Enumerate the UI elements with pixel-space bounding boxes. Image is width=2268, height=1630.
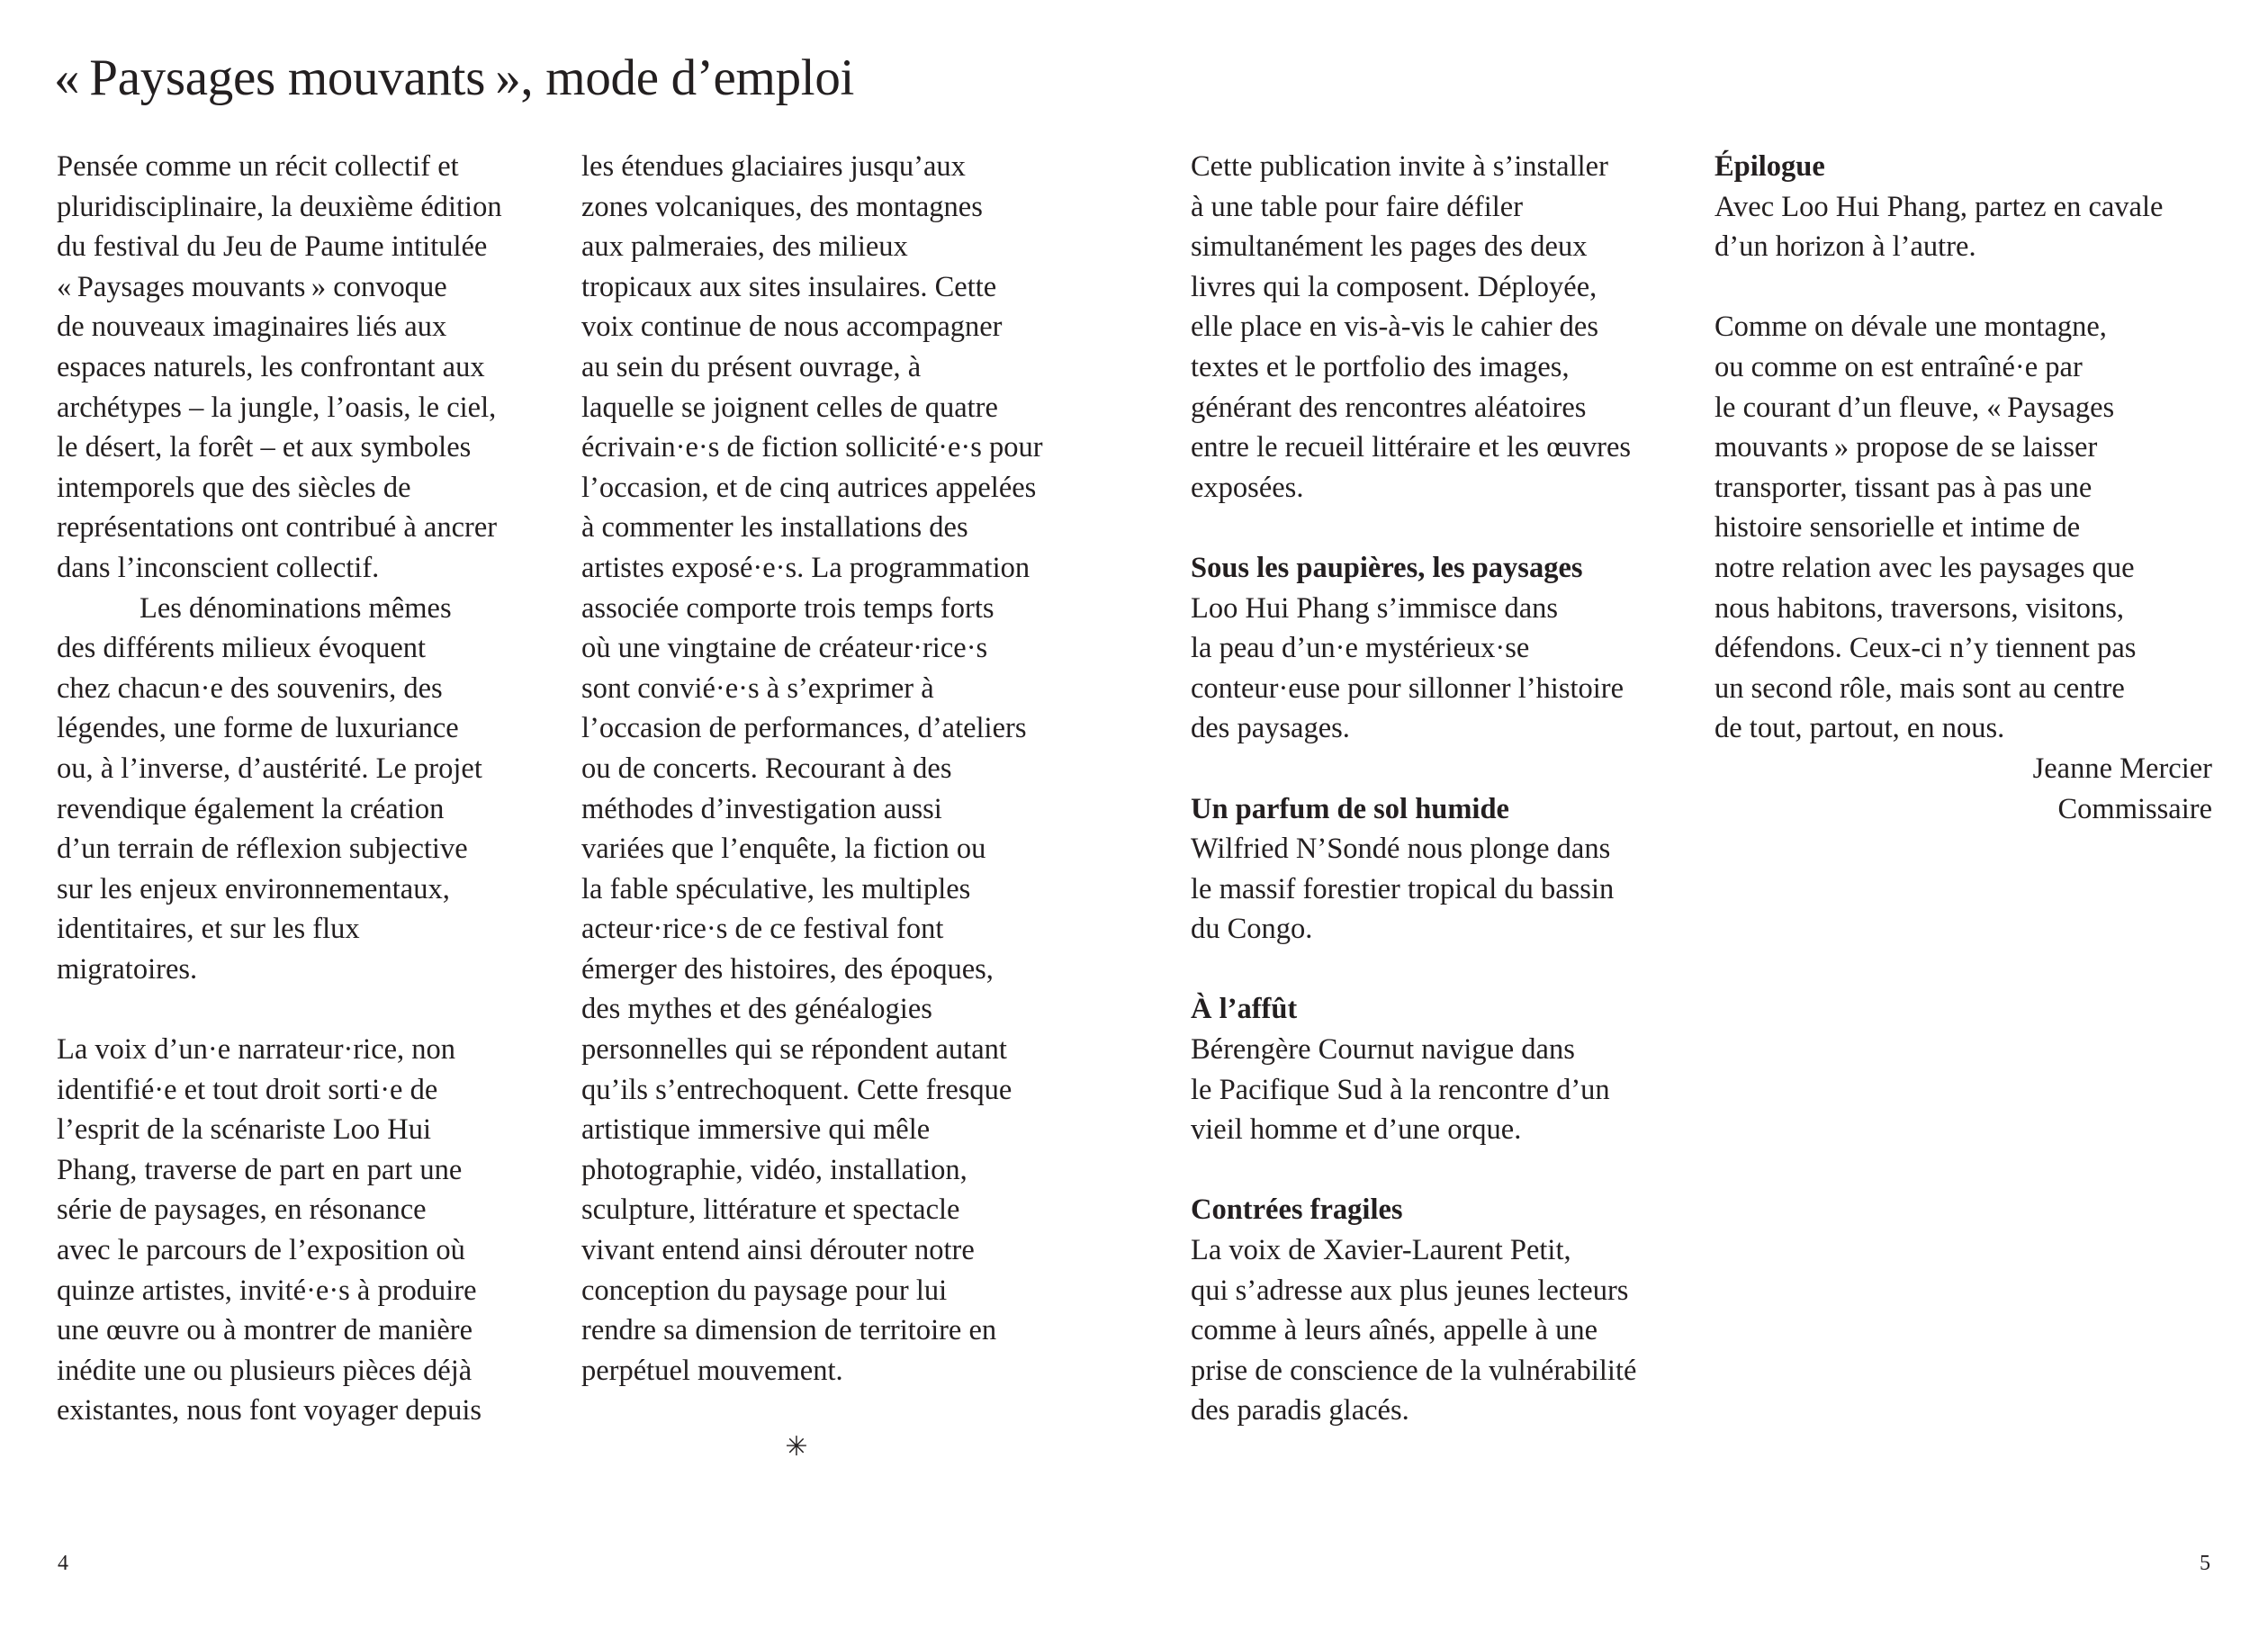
text-line: aux palmeraies, des milieux [581,230,908,264]
text-line: des différents milieux évoquent [57,632,427,665]
text-line: « Paysages mouvants » convoque [57,270,447,303]
text-line: l’esprit de la scénariste Loo Hui [57,1113,432,1147]
text-line: au sein du présent ouvrage, à [581,350,922,383]
text-line: du festival du Jeu de Paume intitulée [57,230,488,264]
text-line: des paradis glacés. [1191,1394,1409,1427]
text-line: vieil homme et d’une orque. [1191,1113,1522,1147]
text-line: nous habitons, traversons, visitons, [1714,591,2124,625]
text-line: d’un horizon à l’autre. [1714,230,1976,264]
text-column-3 [1191,147,1731,1431]
text-line: Bérengère Cournut navigue dans [1191,1033,1575,1067]
text-line: représentations ont contribué à ancrer [57,511,498,545]
text-line: intemporels que des siècles de [57,471,411,504]
asterisk-ornament-icon: ✳ [785,1432,808,1462]
text-line: exposées. [1191,471,1304,504]
text-line: existantes, nous font voyager depuis [57,1394,482,1427]
text-line: de nouveaux imaginaires liés aux [57,311,447,344]
text-line: textes et le portfolio des images, [1191,350,1570,383]
text-line: à commenter les installations des [581,511,968,545]
page-title: « Paysages mouvants », mode d’emploi [54,50,855,106]
text-line: mouvants » propose de se laisser [1714,431,2098,464]
text-line: elle place en vis-à-vis le cahier des [1191,311,1598,344]
text-line: zones volcaniques, des montagnes [581,190,983,223]
text-line: identitaires, et sur les flux [57,913,360,946]
text-line: rendre sa dimension de territoire en [581,1314,997,1347]
text-line: ou de concerts. Recourant à des [581,752,952,785]
text-line: à une table pour faire défiler [1191,190,1524,223]
text-line: tropicaux aux sites insulaires. Cette [581,270,997,303]
text-line: voix continue de nous accompagner [581,311,1003,344]
text-line: la fable spéculative, les multiples [581,872,971,905]
text-line: variées que l’enquête, la fiction ou [581,833,986,866]
text-line: acteur·rice·s de ce festival font [581,913,944,946]
paragraph-spacer [57,989,597,1030]
text-line: des mythes et des généalogies [581,993,932,1026]
text-line: méthodes d’investigation aussi [581,792,942,825]
text-line: laquelle se joignent celles de quatre [581,391,998,424]
text-line: de tout, partout, en nous. [1714,712,2005,745]
text-line: avec le parcours de l’exposition où [57,1234,465,1267]
text-line: Pensée comme un récit collectif et [57,150,459,183]
text-line: La voix d’un·e narrateur·rice, non [57,1033,456,1067]
signature-name: Jeanne Mercier [2032,752,2212,785]
text-line: le désert, la forêt – et aux symboles [57,431,472,464]
text-line: associée comporte trois temps forts [581,591,994,625]
text-line: livres qui la composent. Déployée, [1191,270,1598,303]
signature-block [2033,749,2212,829]
text-line: qu’ils s’entrechoquent. Cette fresque [581,1073,1012,1106]
text-line: des paysages. [1191,712,1350,745]
paragraph-spacer [1191,749,1731,789]
text-line: identifié·e et tout droit sorti·e de [57,1073,438,1106]
text-line: conception du paysage pour lui [581,1274,948,1307]
text-line: Loo Hui Phang s’immisce dans [1191,591,1559,625]
text-line: du Congo. [1191,913,1313,946]
text-line: Les dénominations mêmes [140,591,452,625]
text-line: sont convié·e·s à s’exprimer à [581,671,934,705]
section-heading: Contrées fragiles [1191,1193,1403,1227]
text-line: transporter, tissant pas à pas une [1714,471,2092,504]
text-line: émerger des histoires, des époques, [581,952,994,986]
text-line: le courant d’un fleuve, « Paysages [1714,391,2115,424]
text-line: artistes exposé·e·s. La programmation [581,551,1030,584]
text-line: qui s’adresse aux plus jeunes lecteurs [1191,1274,1629,1307]
text-line: personnelles qui se répondent autant [581,1033,1007,1067]
page-number-left: 4 [58,1552,68,1575]
section-heading: À l’affût [1191,993,1298,1026]
text-line: le massif forestier tropical du bassin [1191,872,1615,905]
section-heading: Épilogue [1714,150,1825,183]
text-line: vivant entend ainsi dérouter notre [581,1234,975,1267]
paragraph-spacer [1714,267,2218,308]
text-line: perpétuel mouvement. [581,1354,843,1387]
text-column-2 [581,147,1121,1391]
text-line: espaces naturels, les confrontant aux [57,350,485,383]
paragraph-spacer [1191,1150,1731,1191]
text-column-4 [1714,147,2218,749]
text-line: dans l’inconscient collectif. [57,551,380,584]
text-line: inédite une ou plusieurs pièces déjà [57,1354,472,1387]
section-heading: Sous les paupières, les paysages [1191,551,1583,584]
text-line: ou comme on est entraîné·e par [1714,350,2083,383]
text-column-1 [57,147,597,1431]
text-line: un second rôle, mais sont au centre [1714,671,2125,705]
signature-role: Commissaire [2057,792,2212,825]
text-line: chez chacun·e des souvenirs, des [57,671,443,705]
text-line: Comme on dévale une montagne, [1714,311,2107,344]
text-line: le Pacifique Sud à la rencontre d’un [1191,1073,1610,1106]
text-line: Phang, traverse de part en part une [57,1153,463,1186]
text-line: écrivain·e·s de fiction sollicité·e·s pour [581,431,1043,464]
text-line: sculpture, littérature et spectacle [581,1193,960,1227]
text-line: série de paysages, en résonance [57,1193,427,1227]
text-line: Wilfried N’Sondé nous plonge dans [1191,833,1611,866]
text-line: entre le recueil littéraire et les œuvres [1191,431,1632,464]
text-line: la peau d’un·e mystérieux·se [1191,632,1530,665]
text-line: revendique également la création [57,792,445,825]
text-line: La voix de Xavier-Laurent Petit, [1191,1234,1571,1267]
text-line: conteur·euse pour sillonner l’histoire [1191,671,1624,705]
text-line: quinze artistes, invité·e·s à produire [57,1274,477,1307]
text-line: l’occasion, et de cinq autrices appelées [581,471,1037,504]
text-line: une œuvre ou à montrer de manière [57,1314,473,1347]
text-line: histoire sensorielle et intime de [1714,511,2081,545]
text-line: migratoires. [57,952,198,986]
paragraph-spacer [1191,950,1731,990]
text-line: Avec Loo Hui Phang, partez en cavale [1714,190,2164,223]
page-number-right: 5 [2200,1552,2210,1575]
section-heading: Un parfum de sol humide [1191,792,1509,825]
text-line: défendons. Ceux-ci n’y tiennent pas [1714,632,2137,665]
text-line: les étendues glaciaires jusqu’aux [581,150,966,183]
text-line: générant des rencontres aléatoires [1191,391,1587,424]
text-line: sur les enjeux environnementaux, [57,872,450,905]
paragraph-spacer [1191,508,1731,548]
text-line: ou, à l’inverse, d’austérité. Le projet [57,752,482,785]
text-line: notre relation avec les paysages que [1714,551,2135,584]
text-line: d’un terrain de réflexion subjective [57,833,468,866]
text-line: pluridisciplinaire, la deuxième édition [57,190,502,223]
text-line: photographie, vidéo, installation, [581,1153,968,1186]
text-line: simultanément les pages des deux [1191,230,1588,264]
text-line: archétypes – la jungle, l’oasis, le ciel, [57,391,497,424]
text-line: artistique immersive qui mêle [581,1113,931,1147]
text-line: où une vingtaine de créateur·rice·s [581,632,988,665]
text-line: l’occasion de performances, d’ateliers [581,712,1027,745]
text-line: prise de conscience de la vulnérabilité [1191,1354,1637,1387]
text-line: Cette publication invite à s’installer [1191,150,1608,183]
text-line: comme à leurs aînés, appelle à une [1191,1314,1598,1347]
text-line: légendes, une forme de luxuriance [57,712,459,745]
